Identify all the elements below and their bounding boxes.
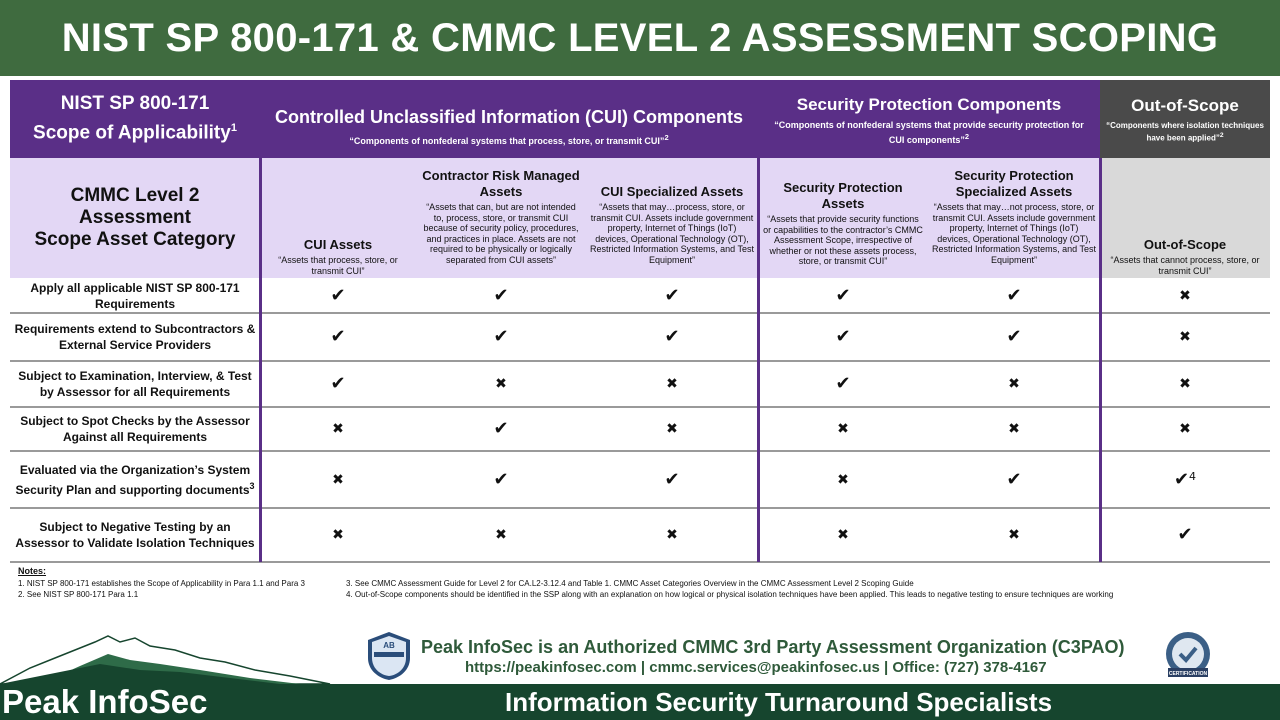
mark-glyph: ✔: [835, 326, 851, 347]
column-desc: “Assets that cannot process, store, or transmit CUI”: [1110, 255, 1260, 276]
mark-glyph: ✖: [837, 421, 849, 437]
row-label-text: [10, 413, 260, 445]
table-cell: [758, 313, 928, 361]
brand-name: Peak InfoSec: [2, 683, 208, 720]
table-cell: [758, 508, 928, 562]
row-label-span: Subject to Negative Testing by an Assessor to Validate Isolation Techniques: [15, 520, 255, 550]
note-item: 1. NIST SP 800-171 establishes the Scope of Applicability in Para 1.1 and Para 3: [18, 579, 305, 588]
contact-info: https://peakinfosec.com | cmmc.services@peakinfosec.us | Office: (727) 378-4167: [465, 659, 1047, 676]
table-cell: [1100, 313, 1270, 361]
page-title: NIST SP 800-171 & CMMC LEVEL 2 ASSESSMENT SCOPING: [61, 15, 1219, 60]
table-cell: [758, 451, 928, 508]
column-out-of-scope: [1100, 158, 1270, 278]
table-cell: [416, 278, 586, 313]
table-cell: [758, 407, 928, 451]
oos-quote: “Components where isolation techniques have been applied”: [1106, 121, 1264, 143]
mark-glyph: ✖: [332, 421, 344, 437]
row-label-text: [10, 321, 260, 353]
cross-icon: [332, 526, 344, 544]
check-icon: [1006, 284, 1022, 306]
column-desc: “Assets that may…process, store, or transmit CUI. Assets include government property, Internet of Things (IoT) devices, Operational Technology (OT), Restricted Information Systems, and Test Equipment”: [590, 202, 754, 265]
note-item: 4. Out-of-Scope components should be identified in the SSP along with an explanation on how logical or physical isolation techniques have been applied. This leads to negative testing to ensure techniques are working: [346, 590, 1114, 599]
spc-sup: 2: [964, 131, 970, 141]
column-title: CUI Assets: [303, 237, 373, 252]
check-icon: [664, 284, 680, 306]
table-cell: [260, 278, 416, 313]
cross-icon: [837, 420, 849, 438]
out-of-scope-header: [1100, 80, 1270, 158]
mark-glyph: ✔: [664, 326, 680, 347]
mark-glyph: ✖: [495, 376, 507, 392]
mark-glyph: ✔: [835, 373, 851, 394]
cui-sup: 2: [664, 133, 669, 142]
cross-icon: [666, 375, 678, 393]
spc-quote: “Components of nonfederal systems that provide security protection for CUI components”: [774, 119, 1084, 145]
row-label-text: [10, 462, 260, 498]
column-cui-assets: [260, 158, 416, 278]
table-cell: [928, 361, 1100, 407]
column-title: CUI Specialized Assets: [600, 184, 744, 199]
table-cell: [1100, 451, 1270, 508]
check-icon: [664, 468, 680, 490]
table-cell: [586, 361, 758, 407]
svg-text:CERTIFICATION: CERTIFICATION: [1168, 671, 1208, 677]
cui-quote: “Components of nonfederal systems that process, store, or transmit CUI”: [349, 136, 665, 146]
mark-glyph: ✔: [330, 326, 346, 347]
column-desc: “Assets that can, but are not intended to, process, store, or transmit CUI because of security policy, procedures, and practices in place. Assets are not required to be physically or logically separated from CUI assets”: [423, 202, 579, 265]
category-line1: CMMC Level 2: [70, 185, 200, 206]
notes-heading: Notes:: [18, 566, 47, 576]
table-cell: [1100, 407, 1270, 451]
cross-icon: [1179, 287, 1191, 305]
row-label-span: Subject to Examination, Interview, & Test by Assessor for all Requirements: [18, 369, 252, 399]
row-label: [10, 508, 260, 562]
mark-glyph: ✔: [493, 326, 509, 347]
check-icon: [835, 284, 851, 306]
mark-sup: 4: [1189, 469, 1197, 483]
table-cell: [758, 278, 928, 313]
row-label: [10, 407, 260, 451]
cross-icon: [495, 526, 507, 544]
check-icon: [330, 328, 345, 346]
category-header: [10, 158, 260, 278]
column-security-protection-specialized: [928, 158, 1100, 278]
row-label-text: [10, 368, 260, 400]
table-cell: [260, 361, 416, 407]
column-security-protection: [758, 158, 928, 278]
column-desc: “Assets that process, store, or transmit CUI”: [278, 255, 398, 276]
cross-icon: [666, 420, 678, 438]
check-icon: [835, 328, 850, 346]
cyber-ab-badge-icon: [364, 630, 414, 682]
check-icon: [1177, 526, 1192, 544]
check-icon: [493, 328, 508, 346]
row-label: [10, 278, 260, 313]
cross-icon: [332, 420, 344, 438]
notes-col-left: [18, 578, 338, 600]
mark-glyph: ✔: [330, 284, 346, 306]
applicability-sup: 1: [230, 122, 237, 135]
mark-glyph: ✖: [666, 376, 678, 392]
check-icon: [835, 375, 850, 393]
table-cell: [260, 508, 416, 562]
row-label-span: Apply all applicable NIST SP 800-171 Requirements: [30, 280, 240, 311]
row-label-text: [10, 280, 260, 312]
applicability-header: [10, 80, 260, 158]
table-cell: [416, 508, 586, 562]
applicability-line2-wrap: [33, 116, 237, 145]
note-item: 3. See CMMC Assessment Guide for Level 2 for CA.L2-3.12.4 and Table 1. CMMC Asset Categories Overview in the CMMC Assessment Level 2 Scoping Guide: [346, 579, 914, 588]
oos-quote-wrap: [1106, 121, 1264, 144]
mark-glyph: ✔: [1177, 524, 1193, 545]
mark-glyph: ✔: [493, 418, 509, 439]
mark-glyph: ✔: [664, 284, 680, 306]
category-line3: Scope Asset Category: [34, 229, 236, 250]
table-cell: [586, 313, 758, 361]
row-label: [10, 313, 260, 361]
check-icon: [1006, 328, 1021, 346]
mountain-logo-icon: [0, 628, 340, 688]
check-icon: [1173, 468, 1197, 490]
notes-section: [18, 566, 1268, 599]
table-cell: [586, 278, 758, 313]
mark-glyph: ✖: [1179, 287, 1191, 304]
check-icon: [493, 284, 509, 306]
mark-glyph: ✔: [493, 284, 509, 306]
table-cell: [260, 313, 416, 361]
divider: [259, 158, 262, 562]
spc-quote-wrap: [766, 120, 1092, 146]
row-label-text: [10, 519, 260, 551]
cross-icon: [1179, 328, 1191, 346]
mark-glyph: ✖: [1008, 421, 1020, 437]
mark-glyph: ✖: [1008, 527, 1020, 543]
mark-glyph: ✔: [835, 284, 851, 306]
column-desc: “Assets that may…not process, store, or transmit CUI. Assets include government property, Internet of Things (IoT) devices, Operational Technology (OT), Restricted Information Systems, and Test Equipment”: [932, 202, 1096, 265]
note-item: 2. See NIST SP 800-171 Para 1.1: [18, 590, 139, 599]
table-cell: [586, 508, 758, 562]
table-cell: [928, 278, 1100, 313]
column-cui-specialized: [586, 158, 758, 278]
cui-components-header: [260, 80, 758, 158]
table-cell: [416, 313, 586, 361]
column-title: Security Protection Assets: [783, 180, 903, 211]
table-cell: [1100, 361, 1270, 407]
table-cell: [416, 407, 586, 451]
mark-glyph: ✖: [1008, 376, 1020, 392]
mark-glyph: ✖: [1179, 421, 1191, 437]
row-label: [10, 451, 260, 508]
table-cell: [260, 407, 416, 451]
divider: [1099, 158, 1102, 562]
mark-glyph: ✖: [1179, 376, 1191, 392]
check-icon: [493, 420, 508, 438]
category-line2: Assessment: [79, 207, 191, 228]
cross-icon: [1008, 375, 1020, 393]
table-cell: [586, 407, 758, 451]
check-icon: [330, 284, 346, 306]
cui-quote-wrap: [349, 132, 668, 147]
c3pao-statement: Peak InfoSec is an Authorized CMMC 3rd Party Assessment Organization (C3PAO): [421, 637, 1125, 657]
row-label-span: Evaluated via the Organization’s System Security Plan and supporting documents: [15, 462, 251, 497]
applicability-line1: NIST SP 800-171: [60, 93, 210, 115]
cross-icon: [1008, 526, 1020, 544]
table-cell: [1100, 508, 1270, 562]
check-icon: [330, 375, 345, 393]
table-cell: [416, 361, 586, 407]
cross-icon: [332, 471, 344, 489]
table-cell: [758, 361, 928, 407]
cross-icon: [666, 526, 678, 544]
notes-col-right: [346, 578, 1266, 600]
table-cell: [928, 451, 1100, 508]
security-protection-header: [758, 80, 1100, 158]
mark-glyph: ✖: [495, 527, 507, 543]
mark-glyph: ✖: [666, 527, 678, 543]
cui-title: Controlled Unclassified Information (CUI) Components: [274, 107, 743, 127]
mark-glyph: ✖: [837, 471, 849, 488]
mark-glyph: ✔: [330, 373, 346, 394]
cross-icon: [1179, 420, 1191, 438]
table-cell: [928, 508, 1100, 562]
check-icon: [664, 328, 679, 346]
row-label-sup: 3: [249, 480, 255, 491]
column-title: Security Protection Specialized Assets: [954, 168, 1074, 199]
tagline: Information Security Turnaround Specialists: [505, 687, 1053, 717]
table-cell: [260, 451, 416, 508]
mark-glyph: ✖: [837, 527, 849, 543]
check-icon: [1006, 468, 1022, 490]
mark-glyph: ✔: [664, 468, 680, 490]
svg-text:AB: AB: [383, 641, 395, 650]
table-cell: [1100, 278, 1270, 313]
spc-title: Security Protection Components: [796, 94, 1062, 114]
row-divider: [10, 561, 1270, 563]
mark-glyph: ✖: [332, 527, 344, 543]
certification-badge-icon: [1158, 630, 1218, 682]
column-title: Contractor Risk Managed Assets: [422, 168, 580, 199]
mark-glyph: ✖: [332, 471, 344, 488]
mark-glyph: ✔: [493, 468, 509, 490]
cross-icon: [495, 375, 507, 393]
oos-sup: 2: [1219, 132, 1224, 140]
table-cell: [586, 451, 758, 508]
table-cell: [928, 313, 1100, 361]
row-label: [10, 361, 260, 407]
oos-title: Out-of-Scope: [1131, 96, 1239, 116]
mark-glyph: ✔: [1006, 284, 1022, 306]
column-contractor-risk: [416, 158, 586, 278]
mark-glyph: ✔: [1006, 468, 1022, 490]
cross-icon: [1008, 420, 1020, 438]
table-cell: [928, 407, 1100, 451]
check-icon: [493, 468, 509, 490]
cross-icon: [837, 526, 849, 544]
applicability-line2: Scope of Applicability: [33, 122, 231, 144]
row-label-span: Subject to Spot Checks by the Assessor Against all Requirements: [20, 414, 250, 444]
column-title: Out-of-Scope: [1143, 237, 1227, 252]
scoping-table: [10, 80, 1270, 562]
cross-icon: [837, 471, 849, 489]
cross-icon: [1179, 375, 1191, 393]
divider: [757, 158, 760, 562]
mark-glyph: ✔: [1173, 468, 1190, 490]
column-desc: “Assets that provide security functions or capabilities to the contractor’s CMMC Assessment Scope, irrespective of whether or not these assets process, store, or transmit CUI”: [763, 214, 923, 266]
mark-glyph: ✖: [666, 421, 678, 437]
table-cell: [416, 451, 586, 508]
title-bar: [0, 0, 1280, 76]
row-label-span: Requirements extend to Subcontractors & External Service Providers: [14, 322, 256, 352]
mark-glyph: ✔: [1006, 326, 1022, 347]
mark-glyph: ✖: [1179, 329, 1191, 345]
